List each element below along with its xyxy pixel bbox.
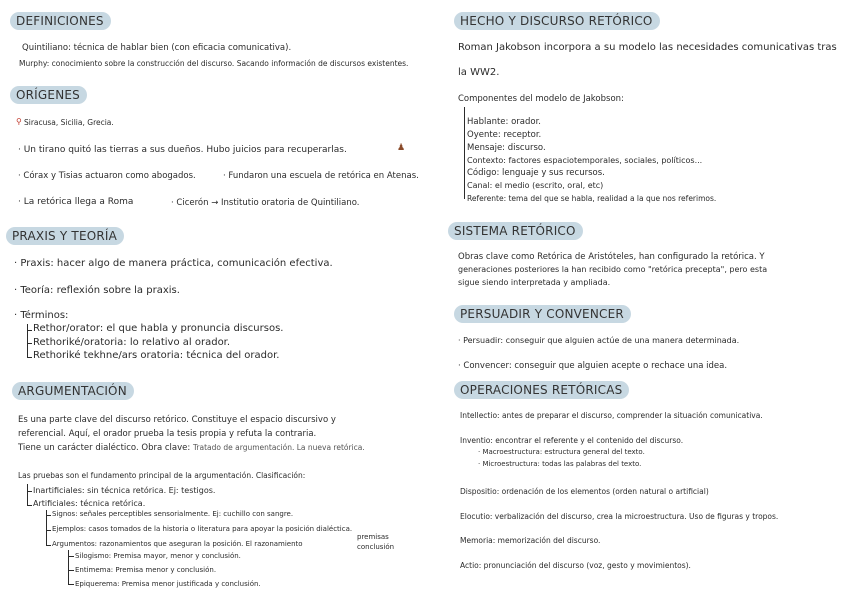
pruebas-intro: Las pruebas son el fundamento principal de la argumentación. Clasificación: [18,471,306,480]
sistema-p2: generaciones posteriores la han recibido como "retórica precepta", pero esta [458,265,768,274]
operacion-intellectio: Intellectio: antes de preparar el discurso, comprender la situación comunicativa. [460,411,763,420]
artificiales-tick-1 [46,515,51,516]
heading-origenes: ORÍGENES [10,86,87,104]
componente-referente: Referente: tema del que se habla, realidad a la que nos referimos. [467,194,717,203]
componente-hablante: Hablante: orador. [467,117,541,127]
termino-rethorike: Rethoriké/oratoria: lo relativo al orador. [33,337,231,348]
heading-argumentacion: ARGUMENTACIÓN [12,382,134,400]
pruebas-tick-2 [27,505,32,506]
sistema-p3: sigue siendo interpretada y ampliada. [458,278,611,287]
operacion-elocutio: Elocutio: verbalización del discurso, crea la microestructura. Uso de figuras y tropos. [460,512,779,521]
inventio-microestructura: · Microestructura: todas las palabras del texto. [478,460,642,468]
origenes-tirano: · Un tirano quitó las tierras a sus dueños. Hubo juicios para recuperarlas. [18,145,347,155]
pruebas-tick-1 [27,491,32,492]
argumentos-tick-1 [68,556,74,557]
argumentacion-p2: referencial. Aquí, el orador prueba la tesis propia y refuta la contraria. [18,429,317,439]
razonamiento-conclusion: conclusión [357,543,395,551]
sistema-p1: Obras clave como Retórica de Aristóteles, han configurado la retórica. Y [458,252,765,262]
origenes-corax: · Córax y Tisias actuaron como abogados. [18,171,196,181]
praxis-definicion: · Praxis: hacer algo de manera práctica, comunicación efectiva. [14,258,333,269]
componente-canal: Canal: el medio (escrito, oral, etc) [467,181,604,190]
argumentos-tick-2 [68,570,74,571]
terminos-tick-2 [27,343,32,344]
razonamiento-premisas: premisas [357,533,389,541]
componente-codigo: Código: lenguaje y sus recursos. [467,168,605,178]
pruebas-artificiales: Artificiales: técnica retórica. [33,499,146,508]
artificiales-ejemplos: Ejemplos: casos tomados de la historia o literatura para apoyar la posición dialéctica. [52,525,353,533]
terminos-tick-1 [27,330,32,331]
componente-contexto: Contexto: factores espaciotemporales, sociales, políticos... [467,156,703,165]
teoria-definicion: · Teoría: reflexión sobre la praxis. [14,285,180,296]
person-icon: ♟ [397,143,406,153]
heading-definiciones: DEFINICIONES [10,12,111,30]
hecho-p2: la WW2. [458,67,500,78]
terminos-label: · Términos: [14,310,69,321]
heading-operaciones-retoricas: OPERACIONES RETÓRICAS [454,381,629,399]
persuadir-definicion: · Persuadir: conseguir que alguien actúe de una manera determinada. [458,336,740,345]
operacion-memoria: Memoria: memorización del discurso. [460,536,601,545]
argumento-silogismo: Silogismo: Premisa mayor, menor y conclusión. [75,552,241,560]
convencer-definicion: · Convencer: conseguir que alguien acepte o rechace una idea. [458,361,728,371]
argumentacion-p3 [18,443,365,453]
definicion-quintiliano: Quintiliano: técnica de hablar bien (con eficacia comunicativa). [22,43,292,53]
origenes-ciceron: · Cicerón → Institutio oratoria de Quintiliano. [171,198,360,208]
argumentacion-p3-lead: Tiene un carácter dialéctico. Obra clave: [18,443,191,453]
heading-sistema-retorico: SISTEMA RETÓRICO [448,222,583,240]
componentes-label: Componentes del modelo de Jakobson: [458,94,624,104]
origenes-places: Siracusa, Sicilia, Grecia. [24,118,114,127]
argumento-entimema: Entimema: Premisa menor y conclusión. [75,566,217,574]
artificiales-tick-3 [46,545,51,546]
location-pin-icon: ⚲ [16,117,22,126]
hecho-p1: Roman Jakobson incorpora a su modelo las necesidades comunicativas tras [458,42,837,53]
pruebas-bracket [27,484,28,506]
termino-rethor: Rethor/orator: el que habla y pronuncia discursos. [33,323,284,334]
operacion-actio: Actio: pronunciación del discurso (voz, gesto y movimientos). [460,561,691,570]
componente-oyente: Oyente: receptor. [467,130,542,140]
componente-mensaje: Mensaje: discurso. [467,143,546,153]
operacion-dispositio: Dispositio: ordenación de los elementos (orden natural o artificial) [460,487,709,496]
definicion-murphy: Murphy: conocimiento sobre la construcción del discurso. Sacando información de discursos existentes. [19,59,409,68]
heading-hecho-discurso: HECHO Y DISCURSO RETÓRICO [454,12,660,30]
heading-praxis-teoria: PRAXIS Y TEORÍA [6,227,124,245]
artificiales-signos: Signos: señales perceptibles sensorialmente. Ej: cuchillo con sangre. [52,510,294,518]
artificiales-argumentos: Argumentos: razonamientos que aseguran la posición. El razonamiento [52,540,303,548]
origenes-escuela: · Fundaron una escuela de retórica en Atenas. [223,171,419,181]
terminos-tick-3 [27,357,32,358]
inventio-macroestructura: · Macroestructura: estructura general del texto. [478,448,645,456]
argumento-epiquerema: Epiquerema: Premisa menor justificada y conclusión. [75,580,261,588]
heading-persuadir-convencer: PERSUADIR Y CONVENCER [454,305,631,323]
termino-tekhne: Rethoriké tekhne/ars oratoria: técnica del orador. [33,350,280,361]
obra-clave: Tratado de argumentación. La nueva retórica. [192,443,365,452]
pruebas-inartificiales: Inartificiales: sin técnica retórica. Ej: testigos. [33,486,216,495]
operacion-inventio: Inventio: encontrar el referente y el contenido del discurso. [460,436,684,445]
argumentacion-p1: Es una parte clave del discurso retórico. Constituye el espacio discursivo y [18,415,336,425]
artificiales-tick-2 [46,530,51,531]
componentes-bracket [464,107,465,199]
argumentos-tick-3 [68,584,74,585]
origenes-roma: · La retórica llega a Roma [18,197,134,207]
